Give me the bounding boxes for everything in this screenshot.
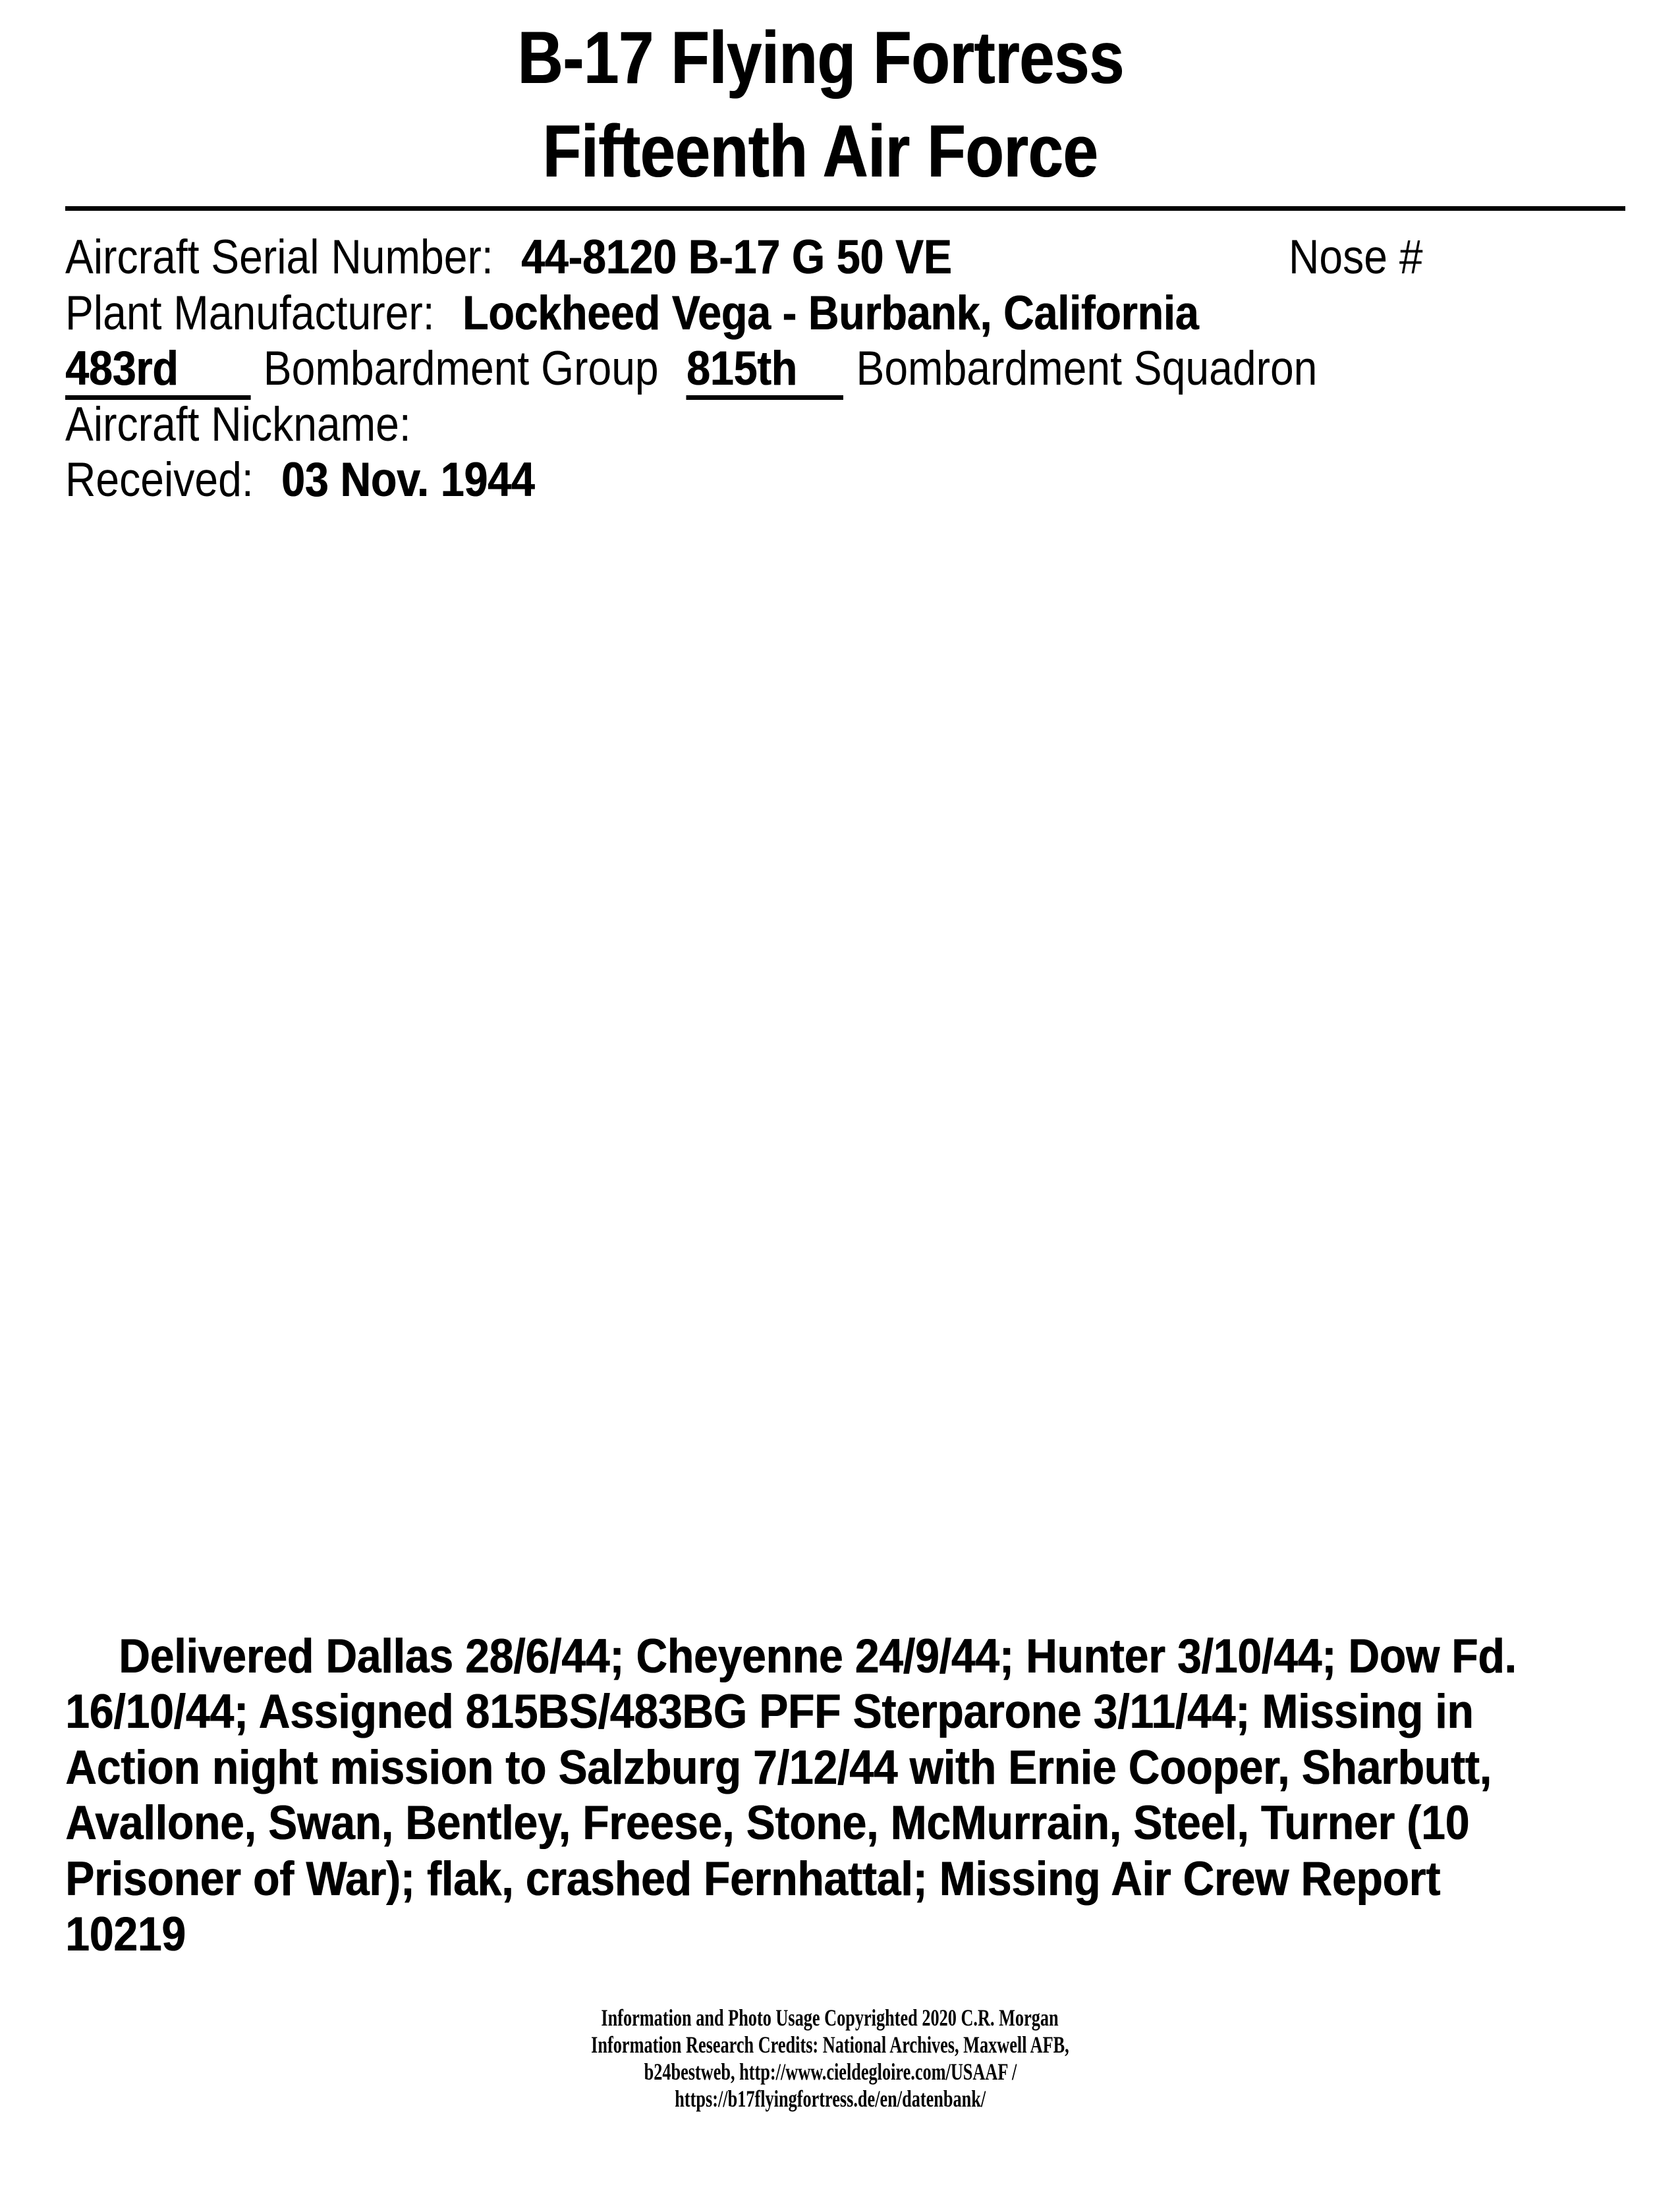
- title-line2-text: Fifteenth Air Force: [542, 110, 1098, 192]
- aircraft-details: [65, 230, 1680, 509]
- received-label: Received:: [65, 453, 254, 507]
- footer-line-cieldegloire-url: b24bestweb, http://www.cieldegloire.com/USAAF /: [644, 2058, 1017, 2085]
- received-value: 03 Nov. 1944: [281, 453, 535, 507]
- document-title-line1: [0, 11, 1640, 105]
- group-number: 483rd: [65, 342, 250, 400]
- nickname-row: [65, 397, 1680, 453]
- manufacturer-value: Lockheed Vega - Burbank, California: [462, 286, 1199, 340]
- history-line: Avallone, Swan, Bentley, Freese, Stone, McMurrain, Steel, Turner (10: [65, 1796, 1469, 1850]
- document-page: [0, 11, 1680, 2113]
- title-divider: [65, 206, 1625, 211]
- group-squadron-row: [65, 341, 1680, 397]
- manufacturer-label: Plant Manufacturer:: [65, 286, 435, 340]
- footer-line-b17flyingfortress-url: https://b17flyingfortress.de/en/datenbank/: [675, 2085, 986, 2112]
- received-row: [65, 453, 1680, 509]
- group-label: Bombardment Group: [263, 342, 659, 395]
- document-title: [0, 11, 1640, 198]
- serial-label: Aircraft Serial Number:: [65, 231, 493, 284]
- squadron-label: Bombardment Squadron: [856, 342, 1318, 395]
- footer-line-research-credits: Information Research Credits: National Archives, Maxwell AFB,: [591, 2031, 1069, 2058]
- nickname-label: Aircraft Nickname:: [65, 397, 411, 451]
- history-paragraph: [65, 1629, 1680, 1963]
- nose-number-label: Nose #: [1289, 231, 1423, 284]
- serial-value: 44-8120 B-17 G 50 VE: [520, 231, 952, 284]
- document-title-line2: [0, 105, 1640, 198]
- history-line: Delivered Dallas 28/6/44; Cheyenne 24/9/44; Hunter 3/10/44; Dow Fd.: [119, 1629, 1517, 1683]
- manufacturer-row: [65, 286, 1680, 342]
- serial-row: [65, 230, 1680, 286]
- title-line1-text: B-17 Flying Fortress: [517, 16, 1124, 99]
- history-line: Prisoner of War); flak, crashed Fernhattal; Missing Air Crew Report: [65, 1852, 1440, 1906]
- history-line: 16/10/44; Assigned 815BS/483BG PFF Sterparone 3/11/44; Missing in: [65, 1685, 1474, 1738]
- history-line: Action night mission to Salzburg 7/12/44 with Ernie Cooper, Sharbutt,: [65, 1740, 1492, 1794]
- history-line: 10219: [65, 1908, 186, 1961]
- footer-credits: [0, 2005, 1660, 2113]
- footer-line-copyright: Information and Photo Usage Copyrighted 2020 C.R. Morgan: [601, 2004, 1059, 2031]
- squadron-number: 815th: [686, 342, 843, 400]
